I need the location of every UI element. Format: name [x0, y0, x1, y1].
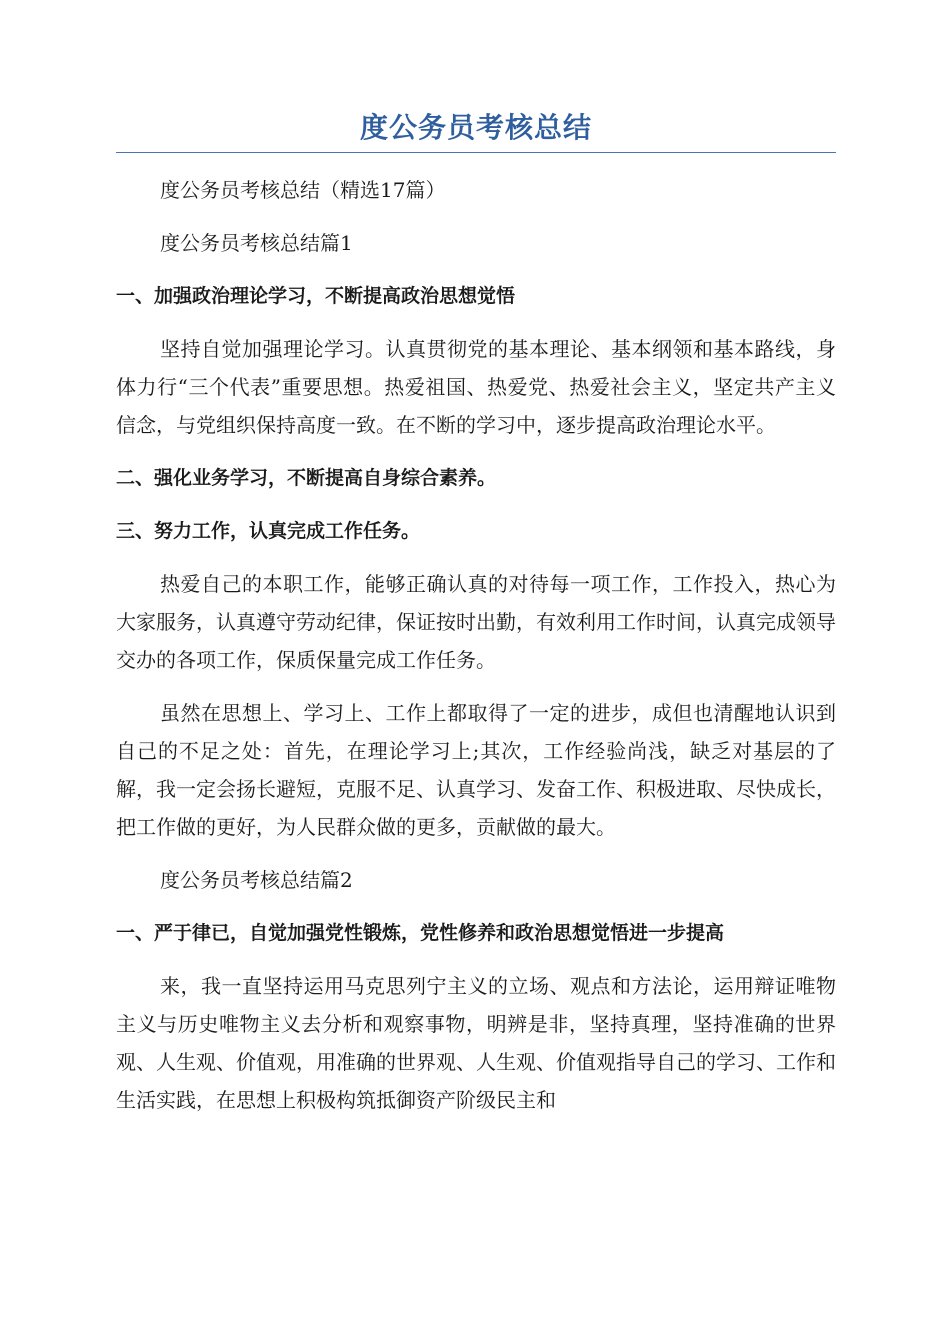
section-label-1: 度公务员考核总结篇1: [160, 231, 353, 255]
document-title: 度公务员考核总结: [116, 108, 836, 153]
heading-work-tasks: 三、努力工作，认真完成工作任务。: [116, 520, 421, 542]
section-label-2: 度公务员考核总结篇2: [160, 868, 353, 892]
document-subtitle: 度公务员考核总结（精选17篇）: [160, 178, 446, 202]
paragraph-worldview: 来，我一直坚持运用马克思列宁主义的立场、观点和方法论，运用辩证唯物主义与历史唯物主义去分析和观察事物，明辨是非，坚持真理，坚持准确的世界观、人生观、价值观，用准确的世界观、人生观、价值观指导自己的学习、工作和生活实践，在思想上积极构筑抵御资产阶级民主和: [116, 974, 836, 1112]
document-page: [116, 108, 836, 1119]
paragraph-shortcomings: 虽然在思想上、学习上、工作上都取得了一定的进步，成但也清醒地认识到自己的不足之处：首先，在理论学习上;其次，工作经验尚浅，缺乏对基层的了解，我一定会扬长避短，克服不足、认真学习、发奋工作、积极进取、尽快成长，把工作做的更好，为人民群众做的更多，贡献做的最大。: [116, 701, 836, 839]
heading-political-study: 一、加强政治理论学习，不断提高政治思想觉悟: [116, 285, 516, 307]
paragraph-theory-study: 坚持自觉加强理论学习。认真贯彻党的基本理论、基本纲领和基本路线，身体力行“三个代表”重要思想。热爱祖国、热爱党、热爱社会主义，坚定共产主义信念，与党组织保持高度一致。在不断的学习中，逐步提高政治理论水平。: [116, 337, 836, 437]
heading-self-discipline: 一、严于律已，自觉加强党性锻炼，党性修养和政治思想觉悟进一步提高: [116, 922, 725, 944]
paragraph-work-attitude: 热爱自己的本职工作，能够正确认真的对待每一项工作，工作投入，热心为大家服务，认真遵守劳动纪律，保证按时出勤，有效利用工作时间，认真完成领导交办的各项工作，保质保量完成工作任务。: [116, 572, 836, 672]
heading-business-study: 二、强化业务学习，不断提高自身综合素养。: [116, 467, 497, 489]
